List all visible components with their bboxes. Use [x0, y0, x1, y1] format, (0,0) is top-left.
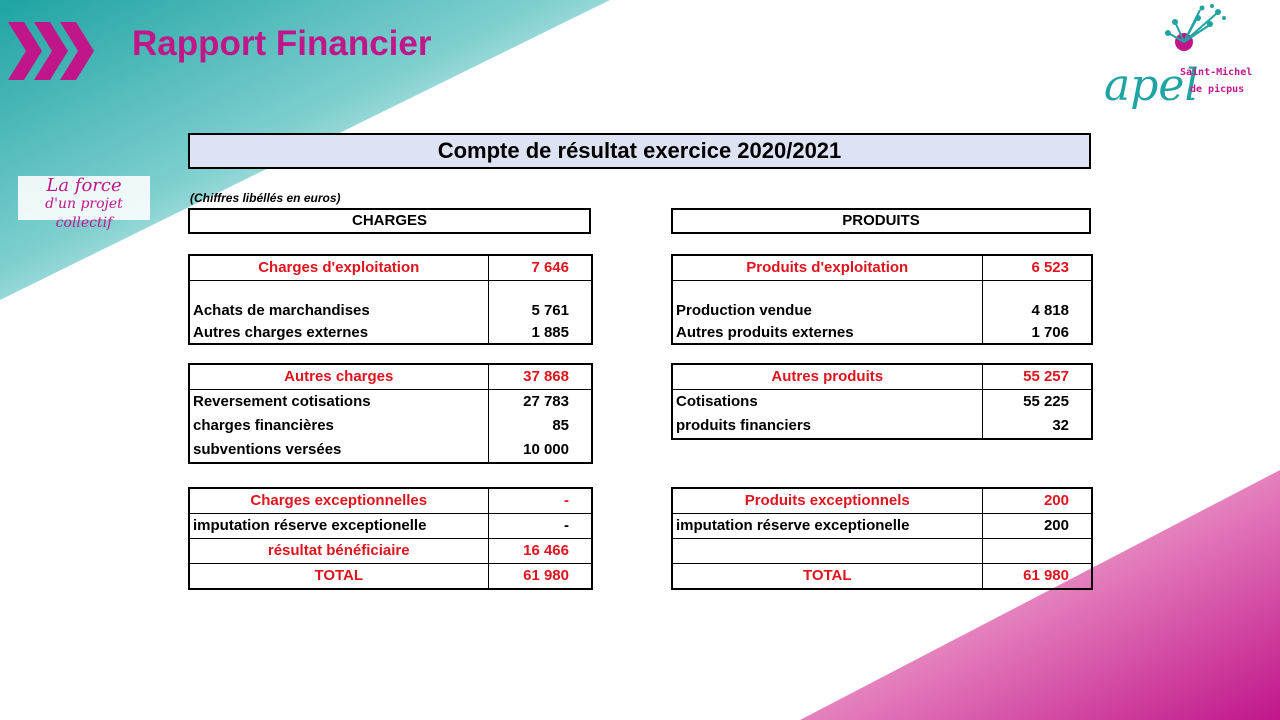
row-value: 85	[488, 414, 592, 438]
charges-header: CHARGES	[188, 208, 591, 234]
total-value: 61 980	[488, 564, 592, 590]
section-label: Produits exceptionnels	[744, 492, 910, 509]
row-label: Cotisations	[672, 390, 982, 415]
table-row	[189, 514, 592, 539]
row-label: Production vendue	[676, 302, 812, 319]
autres-produits-table	[671, 363, 1093, 440]
row-label: Reversement cotisations	[189, 390, 488, 415]
table-row	[672, 299, 1092, 323]
row-value: 1 885	[488, 323, 592, 344]
total-label: TOTAL	[189, 564, 488, 590]
currency-note: (Chiffres libéllés en euros)	[190, 191, 341, 205]
row-value: 55 225	[982, 390, 1092, 415]
tagline-box	[18, 175, 150, 231]
table-row	[189, 414, 592, 438]
row-value: 32	[982, 414, 1092, 439]
table-row	[672, 564, 1092, 590]
section-label: Produits d'exploitation	[746, 259, 909, 276]
section-label: Charges exceptionnelles	[250, 492, 428, 509]
table-row	[672, 364, 1092, 390]
autres-charges-table	[188, 363, 593, 464]
produits-exploitation-table	[671, 254, 1093, 345]
table-row	[189, 564, 592, 590]
row-label: produits financiers	[676, 417, 812, 434]
resultat-value: 16 466	[488, 539, 592, 564]
total-value: 61 980	[982, 564, 1092, 590]
tagline-line1: La force	[46, 175, 122, 196]
table-row	[189, 488, 592, 514]
section-total: 6 523	[982, 255, 1092, 281]
page-title: Rapport Financier	[132, 24, 432, 63]
row-label: charges financières	[193, 417, 334, 434]
section-label: Autres produits	[771, 368, 884, 385]
total-label: TOTAL	[672, 564, 982, 590]
row-label: imputation réserve exceptionelle	[672, 514, 982, 539]
row-label: Autres produits externes	[676, 324, 854, 341]
apel-logo	[1100, 2, 1270, 118]
row-label: Achats de marchandises	[193, 302, 370, 319]
section-label: Charges d'exploitation	[258, 259, 420, 276]
produits-exceptionnels-table	[671, 487, 1093, 590]
empty-cell	[672, 539, 982, 564]
table-row	[672, 390, 1092, 415]
row-value: 4 818	[982, 299, 1092, 323]
table-row	[189, 299, 592, 323]
row-label: Autres charges externes	[193, 324, 369, 341]
charges-exceptionnelles-table	[188, 487, 593, 590]
charges-exploitation-table	[188, 254, 593, 345]
row-value: 27 783	[488, 390, 592, 415]
table-row	[189, 323, 592, 344]
row-value: 1 706	[982, 323, 1092, 344]
table-row	[189, 539, 592, 564]
table-row	[672, 539, 1092, 564]
table-row	[672, 323, 1092, 344]
report-title: Compte de résultat exercice 2020/2021	[188, 133, 1091, 169]
apel-wordmark: apel	[1104, 60, 1199, 111]
row-value: 200	[982, 514, 1092, 539]
table-row	[189, 255, 592, 281]
resultat-label: résultat bénéficiaire	[189, 539, 488, 564]
row-label: subventions versées	[193, 441, 342, 458]
table-row	[189, 390, 592, 415]
chevrons-icon	[8, 22, 96, 80]
table-row	[672, 514, 1092, 539]
produits-header: PRODUITS	[671, 208, 1091, 234]
section-label: Autres charges	[284, 368, 394, 385]
table-row	[189, 438, 592, 463]
row-value: -	[488, 514, 592, 539]
table-row	[672, 488, 1092, 514]
section-total: 37 868	[488, 364, 592, 390]
tagline-line2: d'un projet collectif	[45, 196, 123, 231]
school-name-line2: de picpus	[1190, 84, 1245, 95]
section-total: 200	[982, 488, 1092, 514]
school-name-line1: Saint-Michel	[1180, 67, 1253, 78]
section-total: -	[488, 488, 592, 514]
table-row	[189, 364, 592, 390]
table-row	[672, 255, 1092, 281]
row-value: 5 761	[488, 299, 592, 323]
row-label: imputation réserve exceptionelle	[189, 514, 488, 539]
section-total: 7 646	[488, 255, 592, 281]
section-total: 55 257	[982, 364, 1092, 390]
row-value: 10 000	[488, 438, 592, 463]
table-row	[672, 414, 1092, 439]
empty-cell	[982, 539, 1092, 564]
